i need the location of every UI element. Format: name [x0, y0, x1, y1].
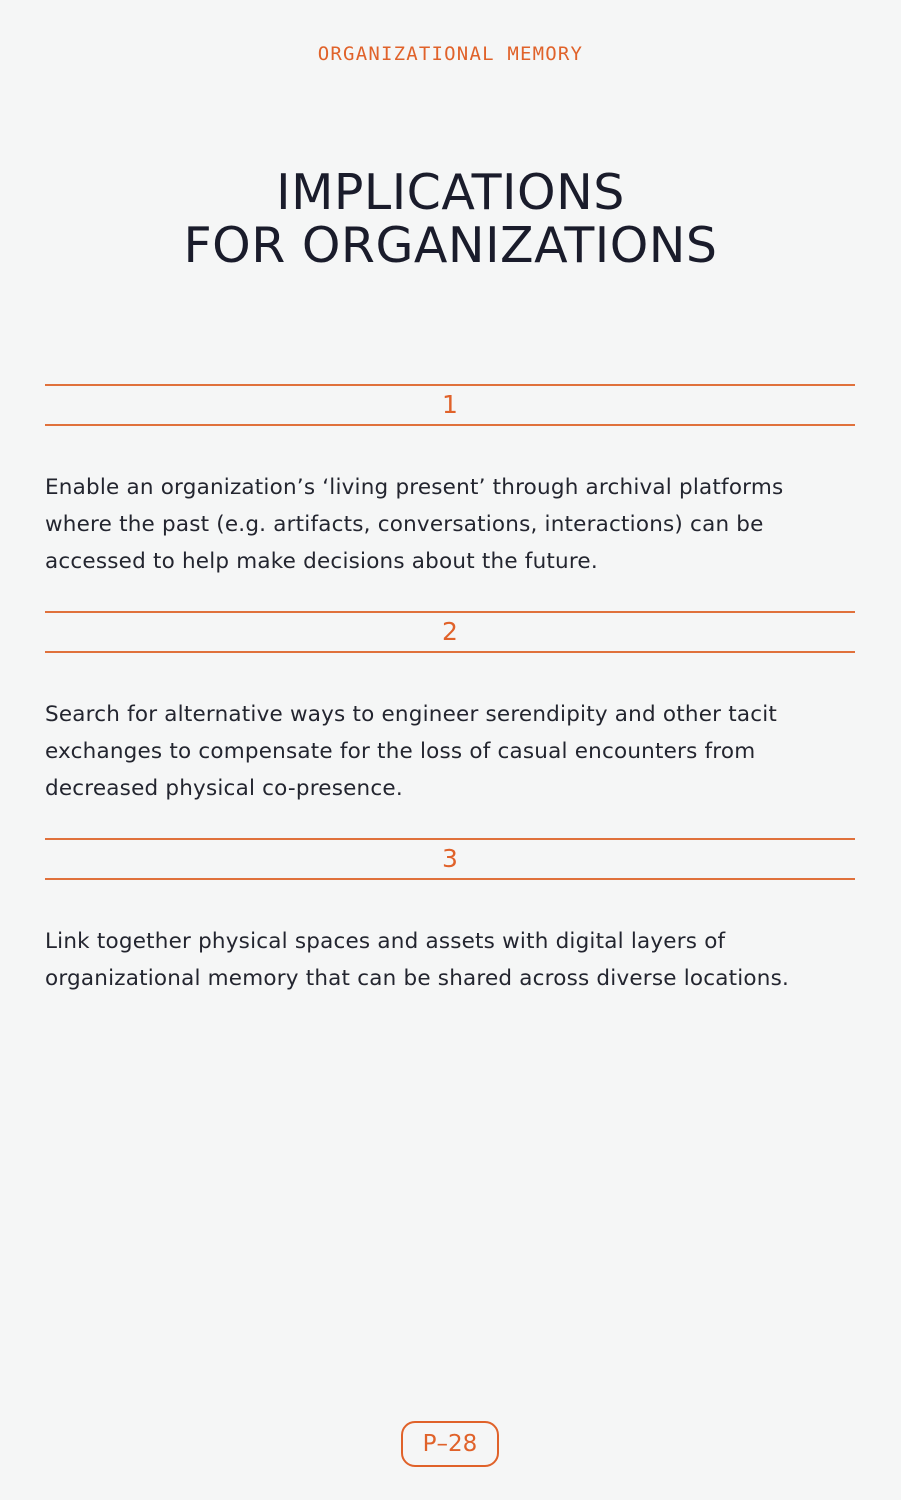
implication-item-3 [45, 838, 855, 1065]
implications-list [45, 384, 855, 1065]
implication-item-1 [45, 384, 855, 611]
implication-text: Link together physical spaces and assets with digital layers of organizational memory that can be shared across diverse locations. [45, 929, 790, 991]
page-title-line-1: IMPLICATIONS [276, 164, 625, 221]
implication-number: 1 [45, 384, 855, 426]
implication-number: 2 [45, 611, 855, 653]
page-title-line-2: FOR ORGANIZATIONS [183, 217, 718, 274]
implication-text: Enable an organization’s ‘living present’ through archival platforms where the past (e.g. artifacts, conversations, interactions) can be accessed to help make decisions about the future. [45, 475, 784, 574]
page-number-badge: P–28 [401, 1421, 499, 1467]
page-title [0, 166, 901, 272]
section-eyebrow: ORGANIZATIONAL MEMORY [317, 43, 584, 65]
implication-item-2 [45, 611, 855, 838]
implication-text: Search for alternative ways to engineer serendipity and other tacit exchanges to compensate for the loss of casual encounters from decreased physical co-presence. [45, 702, 778, 801]
implication-number: 3 [45, 838, 855, 880]
